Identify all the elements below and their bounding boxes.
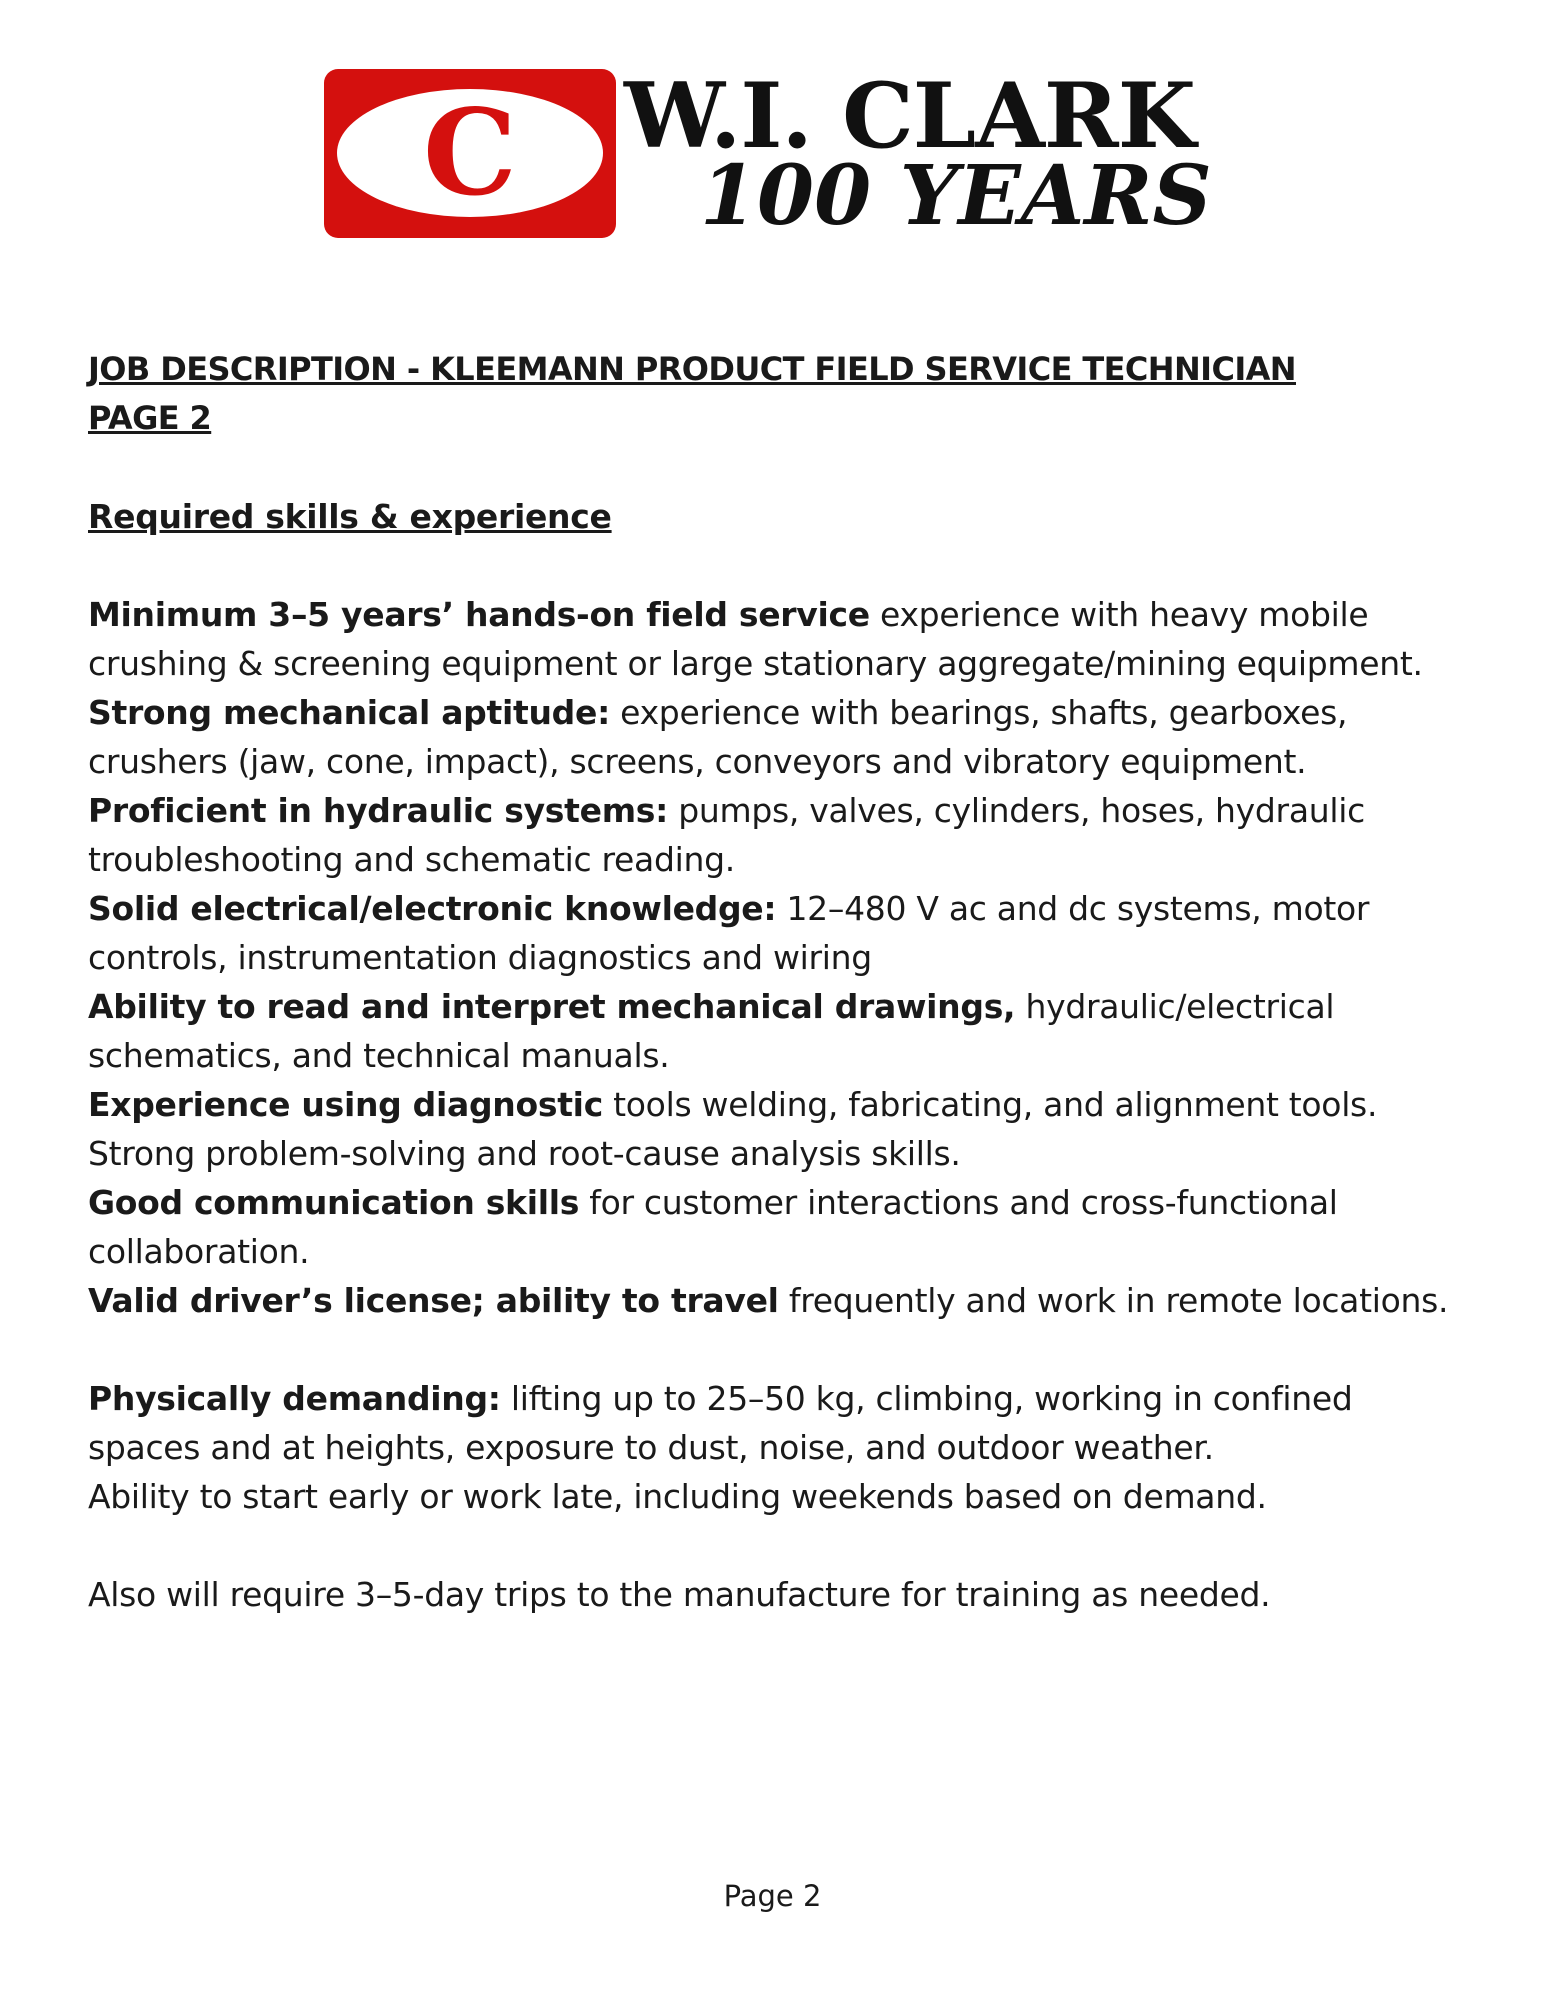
skill-item (88, 982, 1458, 1080)
skill-item (88, 1080, 1458, 1129)
skill-item-text: pumps, valves, cylinders, hoses, hydraulic troubleshooting and schematic reading. (88, 791, 1365, 879)
logo-oval (337, 83, 603, 222)
document-title (88, 345, 1458, 443)
schedule-requirement: Ability to start early or work late, including weekends based on demand. (88, 1477, 1267, 1516)
skill-item (88, 590, 1458, 688)
skill-item-text: hydraulic/electrical schematics, and technical manuals. (88, 987, 1335, 1075)
logo-letter: C (423, 83, 517, 222)
skill-item-text: experience with heavy mobile crushing & screening equipment or large stationary aggregate/mining equipment. (88, 595, 1423, 683)
physical-requirements-bold: Physically demanding: (88, 1379, 501, 1418)
skill-item-bold: Minimum 3–5 years’ hands-on field service (88, 595, 870, 634)
skill-item-bold: Valid driver’s license; ability to travel (88, 1281, 779, 1320)
company-name: W.I. CLARK (624, 63, 1195, 169)
skill-item-text: Strong problem-solving and root-cause analysis skills. (88, 1134, 961, 1173)
spacer (88, 443, 1458, 492)
skill-item (88, 1129, 1458, 1178)
section-heading: Required skills & experience (88, 497, 612, 536)
skill-item (88, 1178, 1458, 1276)
skill-item-text: tools welding, fabricating, and alignment tools. (602, 1085, 1378, 1124)
company-tagline: 100 YEARS (700, 148, 1212, 244)
skill-item-bold: Strong mechanical aptitude: (88, 693, 610, 732)
physical-requirements (88, 1374, 1458, 1472)
spacer (88, 1521, 1458, 1570)
logo-badge (324, 69, 616, 238)
skill-item-bold: Ability to read and interpret mechanical drawings, (88, 987, 1016, 1026)
skill-item-text: for customer interactions and cross-functional collaboration. (88, 1183, 1338, 1271)
skill-item-bold: Proficient in hydraulic systems: (88, 791, 669, 830)
training-note: Also will require 3–5-day trips to the manufacture for training as needed. (88, 1575, 1271, 1614)
skill-item (88, 1276, 1458, 1325)
spacer (88, 541, 1458, 590)
skill-item-bold: Solid electrical/electronic knowledge: (88, 889, 777, 928)
skill-item (88, 884, 1458, 982)
spacer (88, 1325, 1458, 1374)
skill-item-bold: Good communication skills (88, 1183, 580, 1222)
skill-item (88, 688, 1458, 786)
title-line-2: PAGE 2 (88, 399, 212, 437)
skill-item-bold: Experience using diagnostic (88, 1085, 603, 1124)
skill-item (88, 786, 1458, 884)
page-number: Page 2 (723, 1879, 822, 1913)
job-description-body (88, 345, 1458, 1619)
physical-requirements-text: lifting up to 25–50 kg, climbing, working in confined spaces and at heights, exposure to dust, noise, and outdoor weather. (88, 1379, 1353, 1467)
title-line-1: JOB DESCRIPTION - KLEEMANN PRODUCT FIELD SERVICE TECHNICIAN (88, 350, 1296, 388)
skill-item-text: 12–480 V ac and dc systems, motor controls, instrumentation diagnostics and wiring (88, 889, 1370, 977)
skill-item-text: experience with bearings, shafts, gearboxes, crushers (jaw, cone, impact), screens, conveyors and vibratory equipment. (88, 693, 1348, 781)
skill-item-text: frequently and work in remote locations. (778, 1281, 1449, 1320)
company-logo (324, 63, 1224, 244)
